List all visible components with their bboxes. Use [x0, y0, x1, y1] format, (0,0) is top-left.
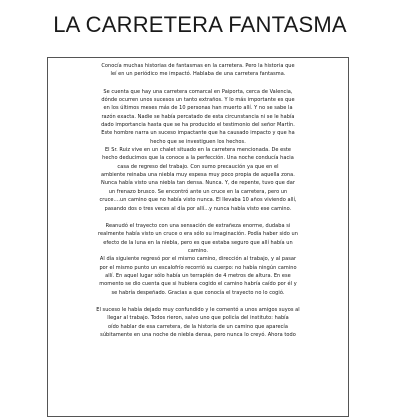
- paragraph: [51, 62, 345, 79]
- text-line: Nunca había visto una niebla tan densa. Nunca. Y, de repente, tuvo que dar: [101, 180, 295, 187]
- text-line: El Sr. Ruiz vive en un chalet situado en la carretera mencionada. De este: [104, 147, 292, 154]
- text-line: allí. En aquel lugar sólo había un terraplén de 4 metros de altura. En ese: [105, 272, 291, 279]
- text-line: leí en un periódico me impactó. Hablaba de una carretera fantasma.: [110, 71, 286, 78]
- text-line: súbitamente en una noche de niebla densa, pero nunca lo creyó. Ahora todo: [100, 331, 296, 338]
- story-text-box: [47, 57, 349, 417]
- paragraph-gap: [51, 213, 345, 222]
- text-line: Este hombre narra un suceso impactante que ha causado impacto y que ha: [101, 130, 295, 137]
- text-line: casa de regreso del trabajo. Con sumo precaución ya que en el: [117, 163, 279, 170]
- text-line: Se cuenta que hay una carretera comarcal en Paiporta, cerca de Valencia,: [103, 88, 293, 95]
- text-line: hecho deducimos que la conoce a la perfección. Una noche conducía hacia: [102, 155, 294, 162]
- text-line: dado importancia hasta que se ha producido el testimonio del señor Martín.: [101, 122, 295, 129]
- text-line: camino.: [187, 247, 209, 254]
- text-line: momento se dio cuenta que si hubiera cogido el camino habría caído por él y: [99, 281, 297, 288]
- text-line: un frenazo brusco. Se encontró ante un cruce en la carretera, pero un: [108, 188, 288, 195]
- text-line: en los últimos meses más de 10 personas han muerto allí. Y no se sabe la: [103, 105, 293, 112]
- text-line: razón exacta. Nadie se había percatado de esta circunstancia ni se le había: [101, 113, 295, 120]
- text-line: dónde ocurren unos sucesos un tanto extraños. Y lo más importante es que: [101, 97, 295, 104]
- text-line: oído hablar de esa carretera, de la historia de un camino que aparecía: [108, 323, 288, 330]
- paragraph: [51, 222, 345, 297]
- text-line: llegar al trabajo. Todos rieron, salvo uno que policía del instituto: había: [107, 315, 289, 322]
- paragraph: [51, 306, 345, 339]
- text-line: Reanudó el trayecto con una sensación de extrañeza enorme, dudaba si: [105, 222, 291, 229]
- paragraph-gap: [51, 297, 345, 306]
- text-line: cruce....un camino que no había visto nunca. El llevaba 10 años viviendo allí,: [99, 197, 297, 204]
- story-body: [51, 62, 345, 339]
- text-line: se habría despeñado. Gracias a que conocía el trayecto no lo cogió.: [111, 289, 285, 296]
- text-line: efecto de la luna en la niebla, pero es que estaba seguro que allí había un: [103, 239, 293, 246]
- text-line: realmente había visto un cruce o era sólo su imaginación. Podía haber sido un: [98, 231, 298, 238]
- text-line: Al día siguiente regresó por el mismo camino, dirección al trabajo, y al pasar: [99, 256, 297, 263]
- document-title: LA CARRETERA FANTASMA: [53, 12, 347, 37]
- text-line: hecho que se investiguen los hechos.: [150, 138, 246, 145]
- text-line: ambiente reinaba una niebla muy espesa muy poco propia de aquella zona.: [101, 172, 295, 179]
- text-line: Conocía muchas historias de fantasmas en la carretera. Pero la historia que: [101, 63, 295, 69]
- text-line: El suceso le había dejado muy confundido y le comentó a unos amigos suyos al: [96, 306, 300, 313]
- text-line: pasando dos o tres veces al día por allí...y nunca había visto ese camino.: [104, 205, 292, 212]
- text-line: por el mismo punto un escalofrío recorrió su cuerpo: no había ningún camino: [99, 264, 297, 271]
- paragraph-gap: [51, 79, 345, 88]
- paragraph: [51, 88, 345, 213]
